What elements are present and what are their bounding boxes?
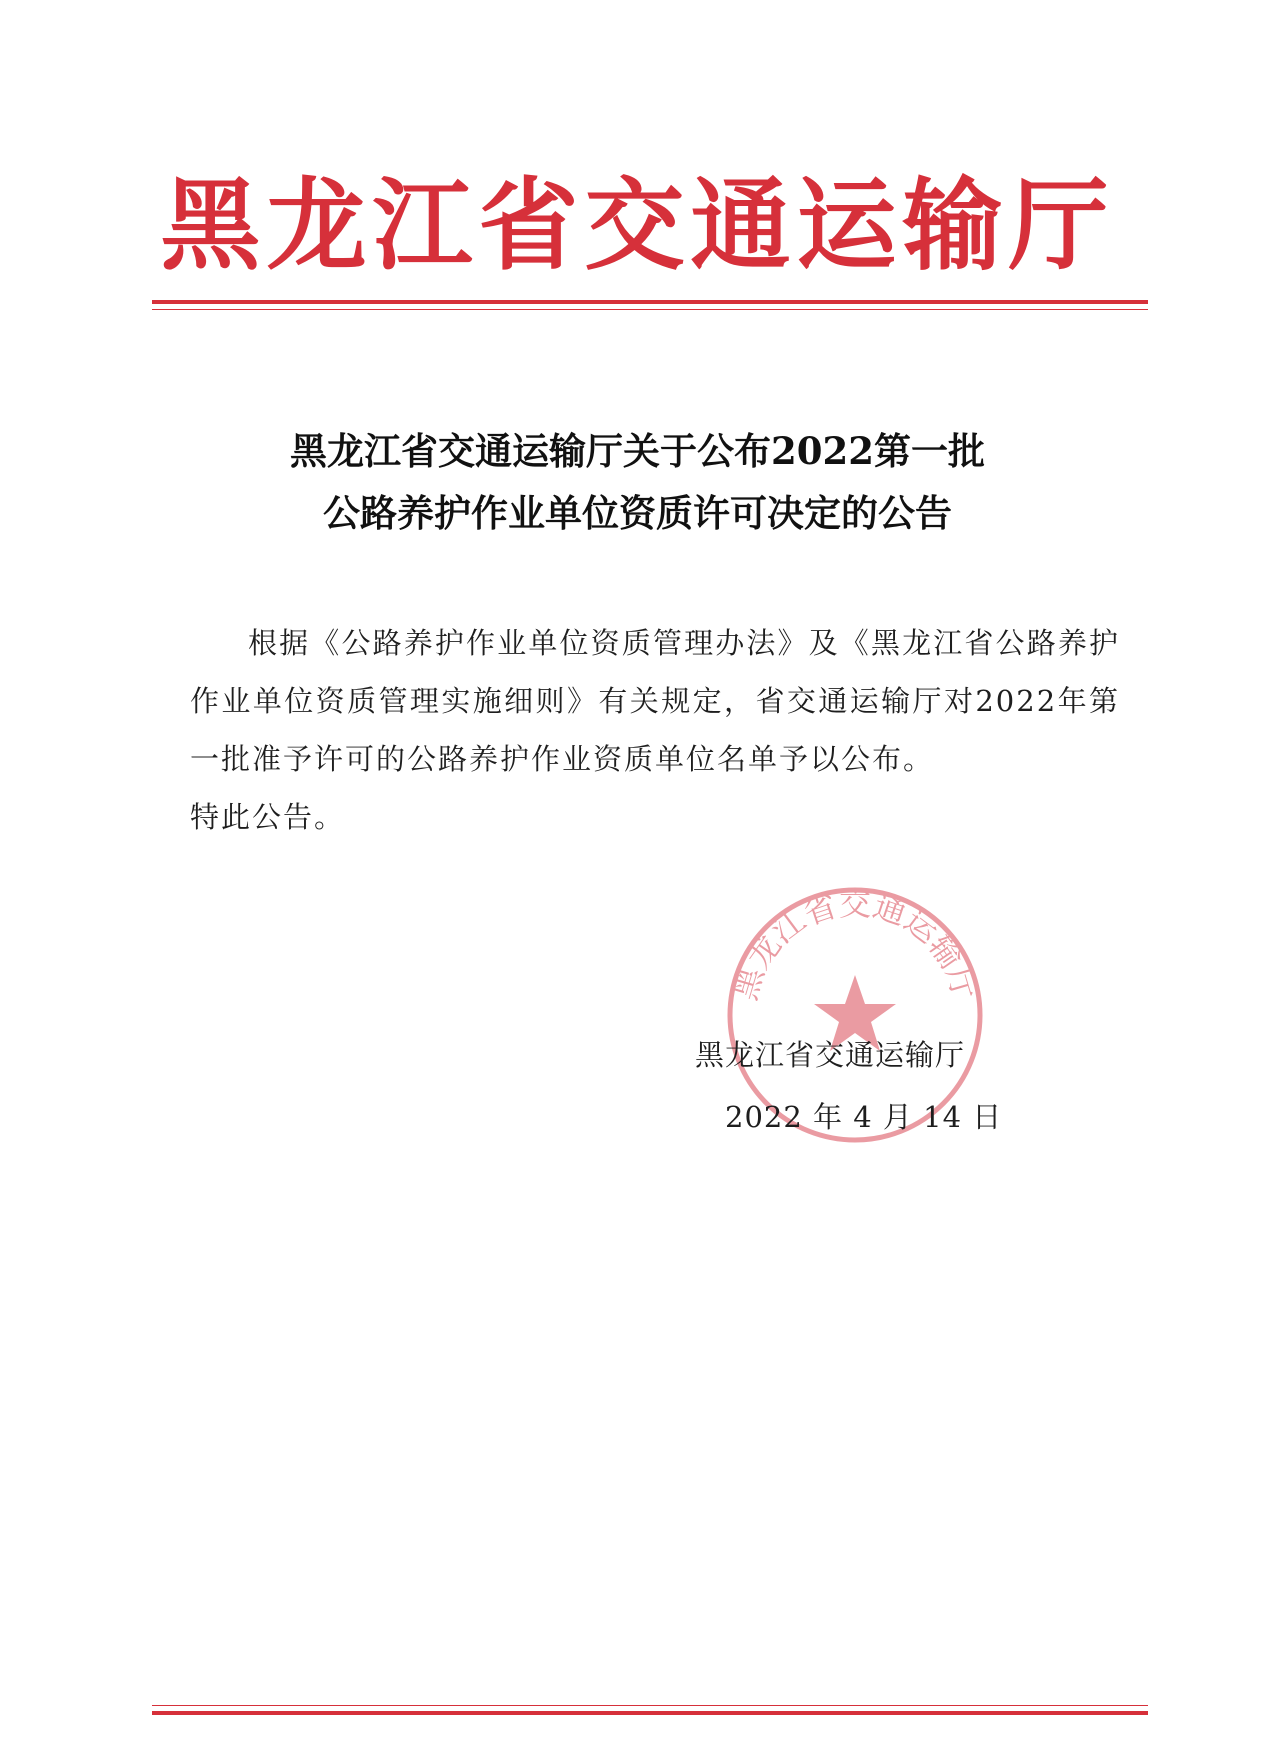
footer-rule <box>152 1705 1148 1715</box>
footer-rule-thick <box>152 1711 1148 1715</box>
letterhead-rule <box>152 300 1148 310</box>
letterhead-rule-thick <box>152 300 1148 304</box>
body-paragraph: 根据《公路养护作业单位资质管理办法》及《黑龙江省公路养护作业单位资质管理实施细则》有关规定，省交通运输厅对2022年第一批准予许可的公路养护作业资质单位名单予以公布。 <box>190 626 1120 776</box>
letterhead <box>150 150 1125 300</box>
signature-date: 2022 年 4 月 14 日 <box>725 1100 1003 1134</box>
document-title-line-1: 黑龙江省交通运输厅关于公布2022第一批 <box>290 429 985 473</box>
footer-rule-thin <box>152 1705 1148 1706</box>
document-body <box>190 614 1120 846</box>
document-title <box>150 420 1125 544</box>
closing-statement: 特此公告。 <box>190 800 346 834</box>
signature-block <box>690 1025 1010 1147</box>
document-title-line-2: 公路养护作业单位资质许可决定的公告 <box>323 491 952 535</box>
signature-organization: 黑龙江省交通运输厅 <box>695 1038 966 1072</box>
letterhead-rule-thin <box>152 309 1148 310</box>
letterhead-title: 黑龙江省交通运输厅 <box>160 166 1115 284</box>
seal-arc-text: 黑龙江省交通运输厅 <box>725 884 985 1005</box>
